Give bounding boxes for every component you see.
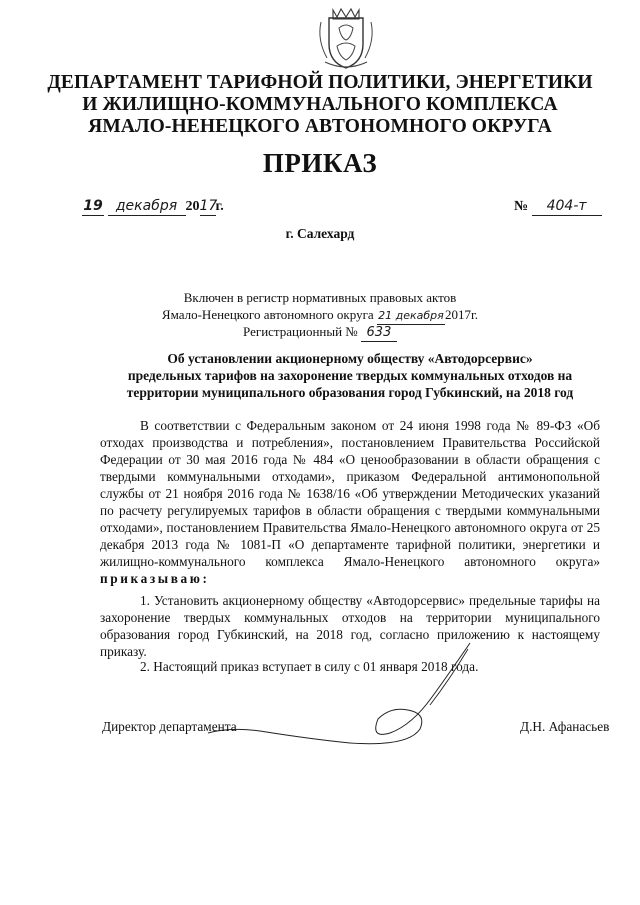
preamble [100, 417, 600, 587]
preamble-text: В соответствии с Федеральным законом от 24 июня 1998 года № 89-ФЗ «Об отходах производства и потребления», постановлением Правительства Российской Федерации от 30 мая 2016 года № 484 «О ценообразовании в области обращения с твердыми коммунальными отходами», приказом Федеральной антимонопольной службы от 21 ноября 2016 года № 1638/16 «Об утверждении Методических указаний по расчету регулируемых тарифов в области обращения с твердыми коммунальными отходами», постановлением Правительства Ямало-Ненецкого автономного округа от 25 декабря 2013 года № 1081-П «О департаменте тарифной политики, энергетики и жилищно-коммунального комплекса Ямало-Ненецкого автономного округа» [100, 418, 600, 569]
registry-date: 21 декабря [378, 309, 444, 322]
registry-line-3 [0, 323, 640, 342]
registry-number-label: Регистрационный № [243, 324, 358, 339]
coat-of-arms-icon [315, 4, 377, 70]
document-date [82, 198, 224, 216]
date-month: декабря [115, 198, 178, 214]
date-century: 20 [185, 199, 200, 214]
subject-line-3: территории муниципального образования город Губкинский, на 2018 год [126, 385, 574, 400]
date-day: 19 [83, 198, 103, 214]
signatory-position: Директор департамента [102, 719, 237, 734]
order-item-1: 1. Установить акционерному обществу «Автодорсервис» предельные тарифы на захоронение твердых коммунальных отходов на территории муниципального образования город Губкинский, на 2018 год, согласно приложению к настоящему приказу. [100, 593, 600, 659]
document-type-title: ПРИКАЗ [262, 148, 378, 178]
signatory-name: Д.Н. Афанасьев [520, 719, 610, 734]
org-name-line-1: ДЕПАРТАМЕНТ ТАРИФНОЙ ПОЛИТИКИ, ЭНЕРГЕТИКИ [47, 72, 593, 93]
document-number [514, 198, 602, 216]
registry-region: Ямало-Ненецкого автономного округа [161, 307, 374, 322]
subject-line-1: Об установлении акционерному обществу «Автодорсервис» [167, 351, 533, 366]
date-suffix: г. [215, 199, 224, 214]
registry-year: 2017г. [444, 307, 479, 322]
org-name-line-2: И ЖИЛИЩНО-КОММУНАЛЬНОГО КОМПЛЕКСА [82, 94, 558, 115]
number-value: 404-т [546, 198, 587, 214]
order-word: приказываю: [100, 571, 210, 586]
handwritten-signature [200, 635, 490, 750]
org-name-line-3: ЯМАЛО-НЕНЕЦКОГО АВТОНОМНОГО ОКРУГА [88, 116, 552, 137]
registry-line-1: Включен в регистр нормативных правовых актов [183, 290, 457, 305]
date-year: 17 [199, 198, 218, 214]
subject-line-2: предельных тарифов на захоронение твердых коммунальных отходов на [127, 368, 573, 383]
order-item-2: 2. Настоящий приказ вступает в силу с 01 января 2018 года. [140, 659, 479, 674]
city: г. Салехард [285, 226, 355, 241]
number-prefix: № [514, 199, 529, 214]
registry-number: 633 [366, 325, 392, 340]
